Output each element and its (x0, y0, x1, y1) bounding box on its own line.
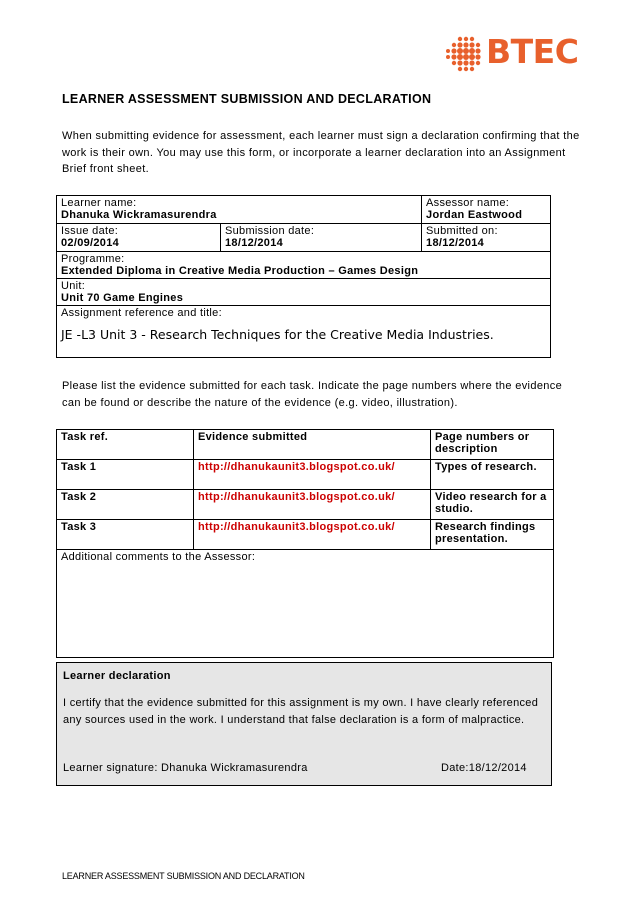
learner-info-table (56, 195, 551, 358)
table-row (57, 460, 554, 490)
description-cell: Types of research. (431, 460, 554, 490)
assignment-cell (57, 306, 551, 358)
learner-declaration-box (56, 662, 552, 786)
submission-date-cell (221, 224, 422, 252)
table-row (57, 520, 554, 550)
unit-label: Unit: (61, 280, 86, 292)
description-cell: Video research for a studio. (431, 490, 554, 520)
unit-cell (57, 279, 551, 306)
learner-signature: Learner signature: Dhanuka Wickramasurendra (63, 762, 308, 774)
unit-value: Unit 70 Game Engines (61, 292, 184, 304)
submitted-on-value: 18/12/2014 (426, 237, 485, 249)
additional-comments: Additional comments to the Assessor: (57, 550, 554, 658)
learner-name-value: Dhanuka Wickramasurendra (61, 209, 217, 221)
declaration-text: I certify that the evidence submitted for this assignment is my own. I have clearly referenced any sources used in the work. I understand that false declaration is a form of malpractice. (63, 697, 539, 726)
programme-cell (57, 252, 551, 279)
task-ref-cell: Task 3 (57, 520, 194, 550)
programme-label: Programme: (61, 253, 125, 265)
assignment-title: JE -L3 Unit 3 - Research Techniques for the Creative Media Industries. (61, 327, 494, 342)
table-row (57, 490, 554, 520)
task-ref-cell: Task 2 (57, 490, 194, 520)
evidence-header-row (57, 430, 554, 460)
declaration-heading: Learner declaration (63, 670, 171, 682)
evidence-table (56, 429, 554, 658)
description-cell: Research findings presentation. (431, 520, 554, 550)
header-evidence-submitted: Evidence submitted (194, 430, 431, 460)
submission-date-label: Submission date: (225, 225, 315, 237)
submission-date-value: 18/12/2014 (225, 237, 284, 249)
task-ref-cell: Task 1 (57, 460, 194, 490)
issue-date-label: Issue date: (61, 225, 119, 237)
btec-logo-text: BTEC (486, 32, 579, 71)
programme-value: Extended Diploma in Creative Media Production – Games Design (61, 265, 419, 277)
evidence-link[interactable]: http://dhanukaunit3.blogspot.co.uk/ (194, 520, 431, 550)
submitted-on-label: Submitted on: (426, 225, 498, 237)
issue-date-value: 02/09/2014 (61, 237, 120, 249)
learner-name-cell (57, 196, 422, 224)
assessor-name-value: Jordan Eastwood (426, 209, 523, 221)
assignment-label: Assignment reference and title: (61, 307, 222, 319)
issue-date-cell (57, 224, 221, 252)
evidence-intro-text: Please list the evidence submitted for each task. Indicate the page numbers where the evidence can be found or describe the nature of the evidence (e.g. video, illustration). (62, 380, 563, 409)
evidence-link[interactable]: http://dhanukaunit3.blogspot.co.uk/ (194, 460, 431, 490)
learner-name-label: Learner name: (61, 197, 137, 209)
page-footer: LEARNER ASSESSMENT SUBMISSION AND DECLARATION (62, 871, 305, 881)
evidence-link[interactable]: http://dhanukaunit3.blogspot.co.uk/ (194, 490, 431, 520)
intro-text: When submitting evidence for assessment, each learner must sign a declaration confirming that the work is their own. You may use this form, or incorporate a learner declaration into an Assignment Brief front sheet. (62, 130, 580, 175)
submitted-on-cell (422, 224, 551, 252)
assessor-name-label: Assessor name: (426, 197, 510, 209)
declaration-date: Date:18/12/2014 (441, 762, 527, 774)
header-page-numbers: Page numbers or description (431, 430, 554, 460)
header-task-ref: Task ref. (57, 430, 194, 460)
page-title: LEARNER ASSESSMENT SUBMISSION AND DECLARATION (62, 92, 432, 106)
assessor-name-cell (422, 196, 551, 224)
